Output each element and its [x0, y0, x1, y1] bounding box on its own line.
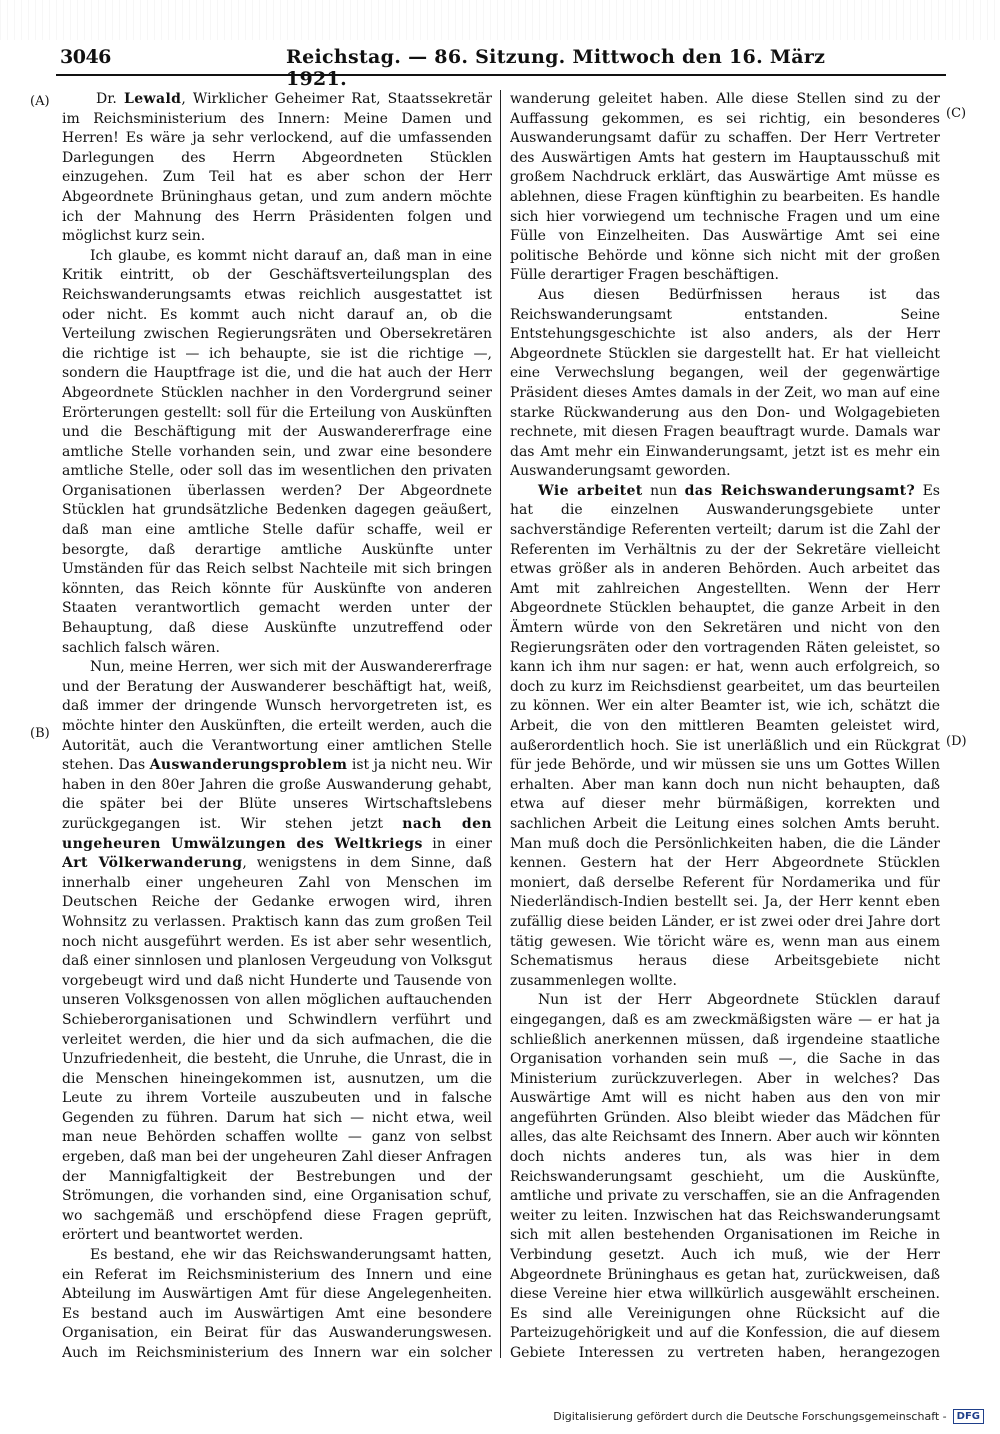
digitization-credit: Digitalisierung gefördert durch die Deutsche Forschungsgemeinschaft - — [553, 1410, 947, 1423]
text-run: Nun ist der Herr Abgeordnete Stücklen darauf eingegangen, daß es am zweckmäßigsten wäre — er hat ja schließlich anerkennen müssen, daß irgendeine staatliche Organisation vorhanden sein muß —, die Sache in das Ministerium zurückzuverlegen. Aber in welches? Das Auswärtige Amt will es nicht haben aus den von mir angeführten Gründen. Also bleibt wieder das Mädchen für alles, das alte Reichsamt des Innern. Aber auch wir könnten doch nichts anderes tun, als was hier in dem Reichswanderungsamt geschieht, um die Auskünfte, amtliche und private zu verschaffen, sie an die Anfragenden weiter zu leiten. Inzwischen hat das Reichswanderungsamt sich mit allen bestehenden Organisationen im Reiche in Verbindung gesetzt. Auch ich muß, wie der Herr Abgeordnete Brüninghaus es getan hat, zurückweisen, daß diese Vereine hier etwa willkürlich ausgewählt erscheinen. Es sind alle Vereinigungen ohne Rücksicht auf die Parteizugehörigkeit und auf die Konfession, die auf diesem Gebiete Interessen zu vertreten haben, herangezogen — [510, 992, 940, 1360]
emphasized-text: nach den ungeheuren Umwälzungen des Weltkriegs — [62, 815, 492, 852]
margin-marker-a: (A) — [30, 94, 50, 109]
emphasized-text: Art Völkerwanderung — [62, 855, 243, 872]
scan-noise-strip — [0, 0, 1000, 40]
text-run: in einer — [422, 835, 492, 852]
margin-marker-b: (B) — [30, 726, 50, 741]
emphasized-text: Lewald — [123, 91, 182, 107]
page-footer — [553, 1409, 984, 1424]
text-run: wanderung geleitet haben. Alle diese Stellen sind zu der Auffassung gekommen, es sei richtig, ein besonderes Auswanderungsamt dafür zu schaffen. Der Herr Vertreter des Auswärtigen Amts hat gestern im Hauptausschuß mit großem Nachdruck erklärt, das Auswärtige Amt müsse es ablehnen, diese Fragen künftighin zu bearbeiten. Es handle sich hier vorwiegend um technische Fragen und um eine Fülle von Einzelheiten. Das Auswärtige Amt sei eine politische Behörde und könne sich nicht mit der großen Fülle derartiger Fragen beschäftigen. — [510, 91, 940, 284]
paragraph — [510, 482, 940, 991]
paragraph — [62, 658, 492, 1246]
text-run: Ich glaube, es kommt nicht darauf an, daß man in eine Kritik eintritt, ob der Geschäftsverteilungsplan des Reichswanderungsamts etwas reichlich ausgestattet ist oder nicht. Es kommt auch nicht darauf an, ob die Verteilung zwischen Regierungsräten und Obersekretären die richtige ist — ich behaupte, sie ist die richtige —, sondern die Hauptfrage ist die, und die hat auch der Herr Abgeordnete Stücklen nachher in den Vordergrund seiner Erörterungen gestellt: soll für die Erteilung von Auskünften und die Beschäftigung mit der Auswandererfrage eine amtliche Stelle vorhanden sein, und zwar eine besondere amtliche Stelle, oder soll das im wesentlichen den privaten Organisationen überlassen werden? Der Abgeordnete Stücklen hat grundsätzliche Bedenken dagegen geäußert, daß man eine amtliche Stelle dafür schaffe, weil er besorgte, daß derartige amtliche Auskünfte unter Umständen für das Reich selbst Nachteile mit sich bringen könnten, das Reich könnte für Auskünfte von anderen Staaten verantwortlich gemacht werden unter der Behauptung, daß diese Auskünfte unzutreffend oder sachlich falsch wären. — [62, 247, 492, 656]
text-run: ist ja nicht neu. Wir haben in den 80er Jahren die große Auswanderung gehabt, die später bei der Blüte unseres Wirtschaftslebens zurückgegangen ist. Wir stehen jetzt — [62, 757, 492, 832]
running-head: Reichstag. — 86. Sitzung. Mittwoch den 16. März 1921. — [286, 46, 826, 90]
paragraph — [62, 1246, 492, 1360]
emphasized-text: Wie arbeitet — [538, 482, 643, 499]
paragraph — [510, 991, 940, 1360]
text-run: Dr. — [96, 91, 124, 107]
text-run: Es hat die einzelnen Auswanderungsgebiete unter sachverständige Referenten verteilt; darum ist die Zahl der Referenten im Verhältnis zu der der Sekretäre vielleicht etwas größer als in anderen Behörden. Auch arbeitet das Amt mit zahlreichen Angestellten. Wenn der Herr Abgeordnete Stücklen behauptet, die ganze Arbeit in den Ämtern würde von den Sekretären und nicht von den Regierungsräten oder den vortragenden Räten geleistet, so kann ich ihm nur sagen: er hat, wenn auch erfolgreich, so doch zu kurz im Reichsdienst gearbeitet, um das beurteilen zu können. Wer ein alter Beamter ist, wie ich, schätzt die Arbeit, die von den mittleren Beamten geleistet wird, außerordentlich hoch. Sie ist unerläßlich und ein Rückgrat für jede Behörde, und wir müssen sie uns um Gottes Willen erhalten. Aber man kann doch nun nicht behaupten, daß etwa auf dieser mehr bürmäßigen, korrekten und sachlichen Arbeit die Leitung eines solchen Amts beruht. Man muß doch die Persönlichkeiten haben, die die Länder kennen. Gestern hat der Herr Abgeordnete Stücklen moniert, daß derselbe Referent für Nordamerika und für Niederländisch-Indien bestellt sei. Ja, der Herr kennt eben zufällig diese beiden Länder, er ist zwei oder drei Jahre dort tätig gewesen. Wie töricht wäre es, wenn man aus einem Schematismus heraus diese Arbeitsgebiete nicht zusammenlegen wollte. — [510, 482, 940, 989]
page-number: 3046 — [60, 46, 111, 68]
paragraph — [510, 286, 940, 482]
page-header — [56, 40, 946, 90]
text-run: Nun, meine Herren, wer sich mit der Auswandererfrage und der Beratung der Auswanderer beschäftigt hat, weiß, daß immer der dringende Wunsch hervorgetreten ist, es möchte hinter den Auskünften, die erteilt werden, auch die Autorität, auch die Verantwortung einer amtlichen Stelle stehen. Das — [62, 659, 492, 774]
text-run: , wenigstens in dem Sinne, daß innerhalb einer ungeheuren Zahl von Menschen im Deutschen Reiche der Gedanke erwogen wird, ihren Wohnsitz zu verlassen. Praktisch kann das zum großen Teil noch nicht ausgeführt werden. Es ist aber sehr wesentlich, daß einer sinnlosen und planlosen Vergeudung von Volksgut vorgebeugt wird und daß nicht Hunderte und Tausende von unseren Volksgenossen von allen möglichen auftauchenden Schieberorganisationen und Schwindlern verführt und verleitet werden, die hier und da sich aufmachen, die die Unzufriedenheit, die besteht, die Unruhe, die Unrast, die in die Menschen hineingekommen ist, ausnutzen, um die Leute zu ihrem Vorteile auszubeuten und in falsche Gegenden zu führen. Darum hat sich — nicht etwa, weil man neue Behörden schaffen wollte — ganz von selbst ergeben, daß man bei der ungeheuren Zahl dieser Anfragen der Mannigfaltigkeit der Bestrebungen und der Strömungen, die vorhanden sind, eine Organisation schuf, wo sachgemäß und erschöpfend diese Fragen geprüft, erörtert und beantwortet werden. — [62, 855, 492, 1244]
paragraph — [510, 90, 940, 286]
text-run: Aus diesen Bedürfnissen heraus ist das Reichswanderungsamt entstanden. Seine Entstehungsgeschichte ist also anders, als der Herr Abgeordnete Stücklen sie dargestellt hat. Er hat vielleicht eine Verwechslung begangen, weil der gegenwärtige Präsident dieses Amtes damals in der Zeit, wo man auf eine starke Rückwanderung aus den Don- und Wolgagebieten rechnete, mit diesen Fragen beauftragt wurde. Damals war das Amt mehr ein Einwanderungsamt, jetzt ist es mehr ein Auswanderungsamt geworden. — [510, 286, 940, 480]
dfg-logo: DFG — [953, 1409, 984, 1424]
emphasized-text: Auswanderungsproblem — [149, 757, 348, 774]
text-run: Es bestand, ehe wir das Reichswanderungsamt hatten, ein Referat im Reichsministerium des Innern und eine Abteilung im Auswärtigen Amt für diese Angelegenheiten. Es bestand auch im Auswärtigen Amt eine besondere Organisation, ein Beirat für das Auswanderungswesen. Auch im Reichsministerium des Innern war ein solcher — [62, 1247, 492, 1360]
text-run: , Wirklicher Geheimer Rat, Staatssekretär im Reichsministerium des Innern: Meine Damen und Herren! Es wäre ja sehr verlockend, auf die umfassenden Darlegungen des Herrn Abgeordneten Stücklen einzugehen. Zum Teil hat es aber schon der Herr Abgeordnete Brüninghaus getan, und zum andern möchte ich der Mahnung des Herrn Präsidenten folgen und möglichst kurz sein. — [62, 91, 492, 245]
paragraph — [62, 247, 492, 658]
left-column — [62, 90, 492, 1360]
margin-marker-c: (C) — [946, 106, 967, 121]
margin-marker-d: (D) — [946, 734, 967, 749]
emphasized-text: das Reichswanderungsamt? — [684, 482, 916, 499]
text-run: nun — [642, 482, 685, 499]
paragraph — [62, 90, 492, 247]
right-column — [510, 90, 940, 1360]
column-divider — [500, 90, 501, 1358]
